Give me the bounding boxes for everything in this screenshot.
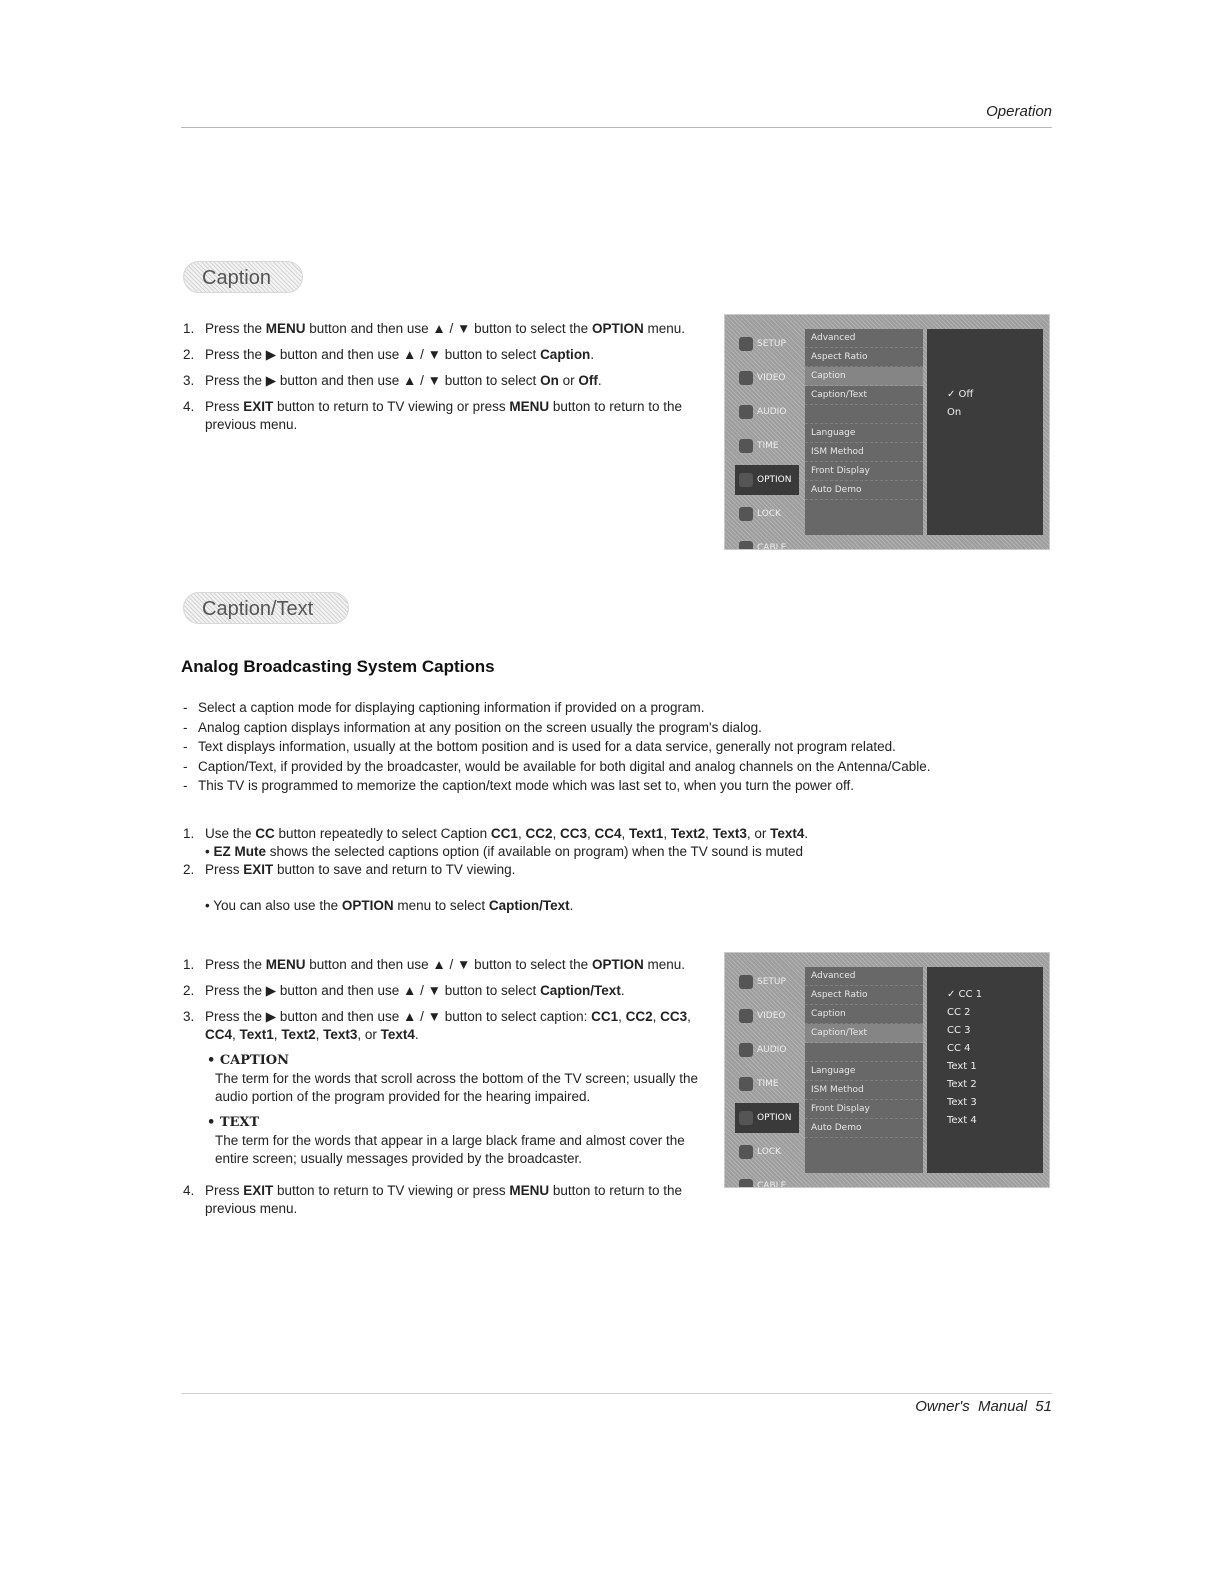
page-footer: Owner's Manual 51 (915, 1398, 1052, 1415)
caption-text-section-title: Caption/Text (183, 592, 349, 624)
step-text-fragment: OPTION (591, 321, 644, 336)
step-text-fragment: menu. (643, 321, 685, 336)
osd-menu-label: AUDIO (757, 407, 787, 417)
analog-captions-heading: Analog Broadcasting System Captions (181, 657, 495, 676)
bullet-text: Analog caption displays information at any position on the screen usually the program's dialog. (198, 719, 762, 735)
ez-mute-fragment: • (205, 844, 214, 859)
ez-mute-note (183, 843, 1043, 861)
step-text (205, 862, 515, 877)
osd-submenu-item: Aspect Ratio (805, 348, 923, 367)
osd-menu-label: OPTION (757, 1113, 792, 1123)
bullet-text: Select a caption mode for displaying captioning information if provided on a program. (198, 700, 705, 715)
bullet-text: This TV is programmed to memorize the caption/text mode which was last set to, when you turn the power off. (198, 778, 855, 793)
caption-step-3 (183, 372, 713, 390)
osd-menu-item (735, 967, 799, 997)
step-text-fragment: Press the ▶ button and then use ▲ / ▼ button to select (205, 983, 541, 998)
caption-bullet-list (183, 698, 1043, 796)
step-text-fragment: , (663, 826, 671, 841)
osd-submenu (805, 967, 923, 1173)
step-text-fragment: Text2 (670, 826, 706, 841)
menu-category-icon (739, 1179, 753, 1188)
osd-menu-label: SETUP (757, 339, 786, 349)
osd-submenu-item: Front Display (805, 1100, 923, 1119)
step-text (205, 1009, 691, 1042)
option-note-fragment: . (569, 898, 574, 913)
running-header: Operation (986, 103, 1052, 120)
caption-text-menu-steps (183, 956, 715, 1226)
menu-category-icon (739, 1077, 753, 1091)
bullet-item (183, 776, 1043, 796)
step-text-fragment: , or (357, 1027, 381, 1042)
osd-submenu-item (805, 405, 923, 424)
step-text (205, 399, 682, 432)
step-text-fragment: , (687, 1009, 691, 1024)
menu-step-4 (183, 1182, 715, 1218)
menu-category-icon (739, 371, 753, 385)
step-text-fragment: Press the (205, 321, 266, 336)
osd-submenu-item: Advanced (805, 329, 923, 348)
cc-step-2 (183, 861, 1043, 879)
step-text-fragment: Caption/Text (540, 983, 621, 998)
definition-desc: The term for the words that appear in a large black frame and almost cover the entire screen; usually messages provided by the broadcaster. (215, 1133, 685, 1166)
step-text-fragment: Text3 (323, 1027, 358, 1042)
caption-osd-screenshot (724, 314, 1050, 550)
header-rule (181, 127, 1052, 128)
osd-menu-item (735, 1103, 799, 1133)
definition-title: • CAPTION (207, 1053, 290, 1068)
bullet-item (183, 737, 1043, 757)
osd-option: Text 1 (947, 1061, 977, 1072)
osd-submenu-item: Language (805, 1062, 923, 1081)
osd-submenu-item: ISM Method (805, 1081, 923, 1100)
step-text-fragment: Text4 (380, 1027, 415, 1042)
osd-menu-label: TIME (757, 441, 779, 451)
step-text-fragment: . (804, 826, 809, 841)
step-text (205, 826, 808, 841)
menu-step-2 (183, 982, 715, 1000)
step-number: 1. (183, 957, 195, 972)
menu-category-icon (739, 473, 753, 487)
step-text-fragment: MENU (265, 321, 306, 336)
osd-option: Text 3 (947, 1097, 977, 1108)
definitions (183, 1052, 715, 1168)
menu-category-icon (739, 1043, 753, 1057)
step-text-fragment: Press (205, 1183, 244, 1198)
step-text-fragment: , (705, 826, 713, 841)
step-number: 4. (183, 1183, 195, 1198)
step-text-fragment: . (414, 1027, 419, 1042)
step-text-fragment: button to return to TV viewing or press (273, 1183, 510, 1198)
step-text-fragment: , (552, 826, 560, 841)
step-text (205, 347, 594, 362)
menu-step-1 (183, 956, 715, 974)
caption-step-2 (183, 346, 713, 364)
osd-menu-item (735, 1069, 799, 1099)
step-text-fragment: menu. (643, 957, 685, 972)
step-text-fragment: CC2 (525, 826, 553, 841)
bullet-dash: - (183, 739, 188, 754)
osd-option: ✓ Off (947, 389, 974, 400)
osd-option: CC 2 (947, 1007, 971, 1018)
osd-menu-label: AUDIO (757, 1045, 787, 1055)
osd-submenu-item: Auto Demo (805, 1119, 923, 1138)
step-text-fragment: button to return to the previous menu. (205, 399, 682, 432)
osd-option: Text 2 (947, 1079, 977, 1090)
menu-category-icon (739, 1111, 753, 1125)
osd-submenu-item: Caption (805, 367, 923, 386)
menu-step-3 (183, 1008, 715, 1044)
osd-menu-item (735, 1001, 799, 1031)
step-number: 3. (183, 373, 195, 388)
osd-submenu-item: Advanced (805, 967, 923, 986)
footer-rule (181, 1393, 1052, 1394)
step-text-fragment: button to return to the previous menu. (205, 1183, 682, 1216)
step-text-fragment: EXIT (243, 399, 274, 414)
osd-main-menu (735, 967, 799, 1188)
menu-category-icon (739, 1009, 753, 1023)
step-text-fragment: . (597, 373, 602, 388)
option-note-fragment: • You can also use the (205, 898, 342, 913)
step-text-fragment: , (618, 1009, 626, 1024)
bullet-item (183, 698, 1043, 718)
osd-menu-label: VIDEO (757, 373, 786, 383)
step-text (205, 373, 602, 388)
osd-submenu-item: ISM Method (805, 443, 923, 462)
osd-menu-item (735, 363, 799, 393)
step-text-fragment: Text1 (629, 826, 664, 841)
osd-submenu-item: Caption/Text (805, 1024, 923, 1043)
step-text-fragment: OPTION (591, 957, 644, 972)
osd-options-panel (927, 329, 1043, 535)
osd-submenu-item: Caption/Text (805, 386, 923, 405)
bullet-item (183, 718, 1043, 738)
option-menu-note (183, 897, 1043, 915)
step-number: 2. (183, 983, 195, 998)
step-text-fragment: Press (205, 399, 244, 414)
osd-option: On (947, 407, 962, 418)
osd-menu-item (735, 533, 799, 550)
step-text-fragment: button and then use ▲ / ▼ button to select the (305, 321, 592, 336)
step-text-fragment: MENU (509, 1183, 550, 1198)
osd-submenu-item: Auto Demo (805, 481, 923, 500)
step-text-fragment: CC (255, 826, 275, 841)
osd-menu-item (735, 465, 799, 495)
step-text-fragment: Use the (205, 826, 256, 841)
osd-menu-label: SETUP (757, 977, 786, 987)
step-text-fragment: Off (578, 373, 598, 388)
step-text-fragment: Press (205, 862, 244, 877)
menu-category-icon (739, 975, 753, 989)
bullet-text: Caption/Text, if provided by the broadcaster, would be available for both digital and analog channels on the Antenna/Cable. (198, 758, 931, 774)
menu-category-icon (739, 541, 753, 550)
step-text-fragment: Text1 (239, 1027, 274, 1042)
bullet-dash: - (183, 700, 188, 715)
osd-options-panel (927, 967, 1043, 1173)
step-text-fragment: button to return to TV viewing or press (273, 399, 510, 414)
step-text-fragment: On (540, 373, 559, 388)
step-text (205, 983, 625, 998)
osd-option: Text 4 (947, 1115, 977, 1126)
osd-menu-label: OPTION (757, 475, 792, 485)
option-note-fragment: menu to select (393, 898, 489, 913)
bullet-dash: - (183, 778, 188, 793)
menu-category-icon (739, 405, 753, 419)
osd-menu-item (735, 1035, 799, 1065)
step-text-fragment: CC3 (559, 826, 587, 841)
step-text-fragment: Text4 (770, 826, 805, 841)
step-text-fragment: button to save and return to TV viewing. (273, 862, 516, 877)
step-text-fragment: CC2 (625, 1009, 653, 1024)
step-text-fragment: , (587, 826, 595, 841)
cc-button-steps (183, 825, 1043, 923)
step-text-fragment: Text3 (712, 826, 747, 841)
caption-steps (183, 320, 713, 442)
step-text-fragment: Text2 (281, 1027, 316, 1042)
step-text-fragment: , (621, 826, 630, 841)
definition-item (207, 1114, 715, 1168)
osd-submenu-item: Front Display (805, 462, 923, 481)
osd-menu-label: CABLE (757, 1181, 787, 1188)
osd-menu-item (735, 397, 799, 427)
osd-menu-label: LOCK (757, 509, 781, 519)
osd-menu-item (735, 329, 799, 359)
step-text (205, 957, 685, 972)
cc-step-1 (183, 825, 1043, 843)
step-text-fragment: , (652, 1009, 661, 1024)
menu-category-icon (739, 1145, 753, 1159)
step-text-fragment: , (273, 1027, 282, 1042)
definition-item (207, 1052, 715, 1106)
osd-submenu-item: Aspect Ratio (805, 986, 923, 1005)
step-text-fragment: CC1 (591, 1009, 619, 1024)
option-note-fragment: Caption/Text (488, 898, 570, 913)
step-text-fragment: EXIT (243, 1183, 274, 1198)
step-text-fragment: Press the ▶ button and then use ▲ / ▼ button to select (205, 347, 541, 362)
step-text-fragment: Press the ▶ button and then use ▲ / ▼ button to select (205, 373, 541, 388)
step-number: 1. (183, 826, 195, 841)
menu-category-icon (739, 439, 753, 453)
step-number: 2. (183, 347, 195, 362)
osd-menu-item (735, 1137, 799, 1167)
osd-menu-label: TIME (757, 1079, 779, 1089)
osd-option: CC 4 (947, 1043, 971, 1054)
bullet-item (183, 757, 1043, 777)
osd-menu-label: CABLE (757, 543, 787, 550)
step-text-fragment: , (315, 1027, 324, 1042)
step-number: 2. (183, 862, 195, 877)
caption-text-osd-screenshot (724, 952, 1050, 1188)
caption-step-1 (183, 320, 713, 338)
osd-submenu-item: Caption (805, 1005, 923, 1024)
definition-title: • TEXT (207, 1115, 260, 1130)
step-text-fragment: , (232, 1027, 240, 1042)
osd-submenu-item (805, 1043, 923, 1062)
bullet-text: Text displays information, usually at the bottom position and is used for a data service, generally not program related. (198, 739, 896, 754)
step-text-fragment: CC3 (660, 1009, 688, 1024)
step-text-fragment: Press the (205, 957, 266, 972)
osd-menu-label: VIDEO (757, 1011, 786, 1021)
step-text-fragment: CC4 (205, 1027, 233, 1042)
menu-category-icon (739, 507, 753, 521)
definition-desc: The term for the words that scroll across the bottom of the TV screen; usually the audio portion of the program provided for the hearing impaired. (215, 1071, 698, 1104)
osd-submenu (805, 329, 923, 535)
caption-section-title: Caption (183, 261, 303, 293)
osd-option: CC 3 (947, 1025, 971, 1036)
caption-step-4 (183, 398, 713, 434)
ez-mute-fragment: shows the selected captions option (if available on program) when the TV sound is muted (265, 844, 804, 859)
osd-menu-item (735, 1171, 799, 1188)
step-text-fragment: , or (746, 826, 771, 841)
bullet-dash: - (183, 719, 188, 735)
step-number: 1. (183, 321, 195, 336)
step-number: 3. (183, 1009, 195, 1024)
menu-category-icon (739, 337, 753, 351)
step-text-fragment: button repeatedly to select Caption (274, 826, 491, 841)
step-number: 4. (183, 399, 195, 414)
ez-mute-fragment: EZ Mute (213, 844, 266, 859)
step-text-fragment: Press the ▶ button and then use ▲ / ▼ button to select caption: (205, 1009, 592, 1024)
step-text-fragment: EXIT (243, 862, 274, 877)
step-text-fragment: MENU (509, 399, 550, 414)
step-text (205, 321, 685, 336)
step-text-fragment: . (620, 983, 625, 998)
step-text-fragment: . (590, 347, 595, 362)
step-text (205, 1183, 682, 1216)
osd-main-menu (735, 329, 799, 550)
osd-menu-label: LOCK (757, 1147, 781, 1157)
bullet-dash: - (183, 758, 188, 774)
step-text-fragment: Caption (540, 347, 591, 362)
osd-option: ✓ CC 1 (947, 989, 983, 1000)
step-text-fragment: MENU (265, 957, 306, 972)
step-text-fragment: or (558, 373, 579, 388)
step-text-fragment: , (517, 826, 526, 841)
step-text-fragment: CC4 (594, 826, 622, 841)
osd-menu-item (735, 499, 799, 529)
step-text-fragment: CC1 (490, 826, 518, 841)
option-note-fragment: OPTION (341, 898, 394, 913)
step-text-fragment: button and then use ▲ / ▼ button to select the (305, 957, 592, 972)
osd-menu-item (735, 431, 799, 461)
osd-submenu-item: Language (805, 424, 923, 443)
